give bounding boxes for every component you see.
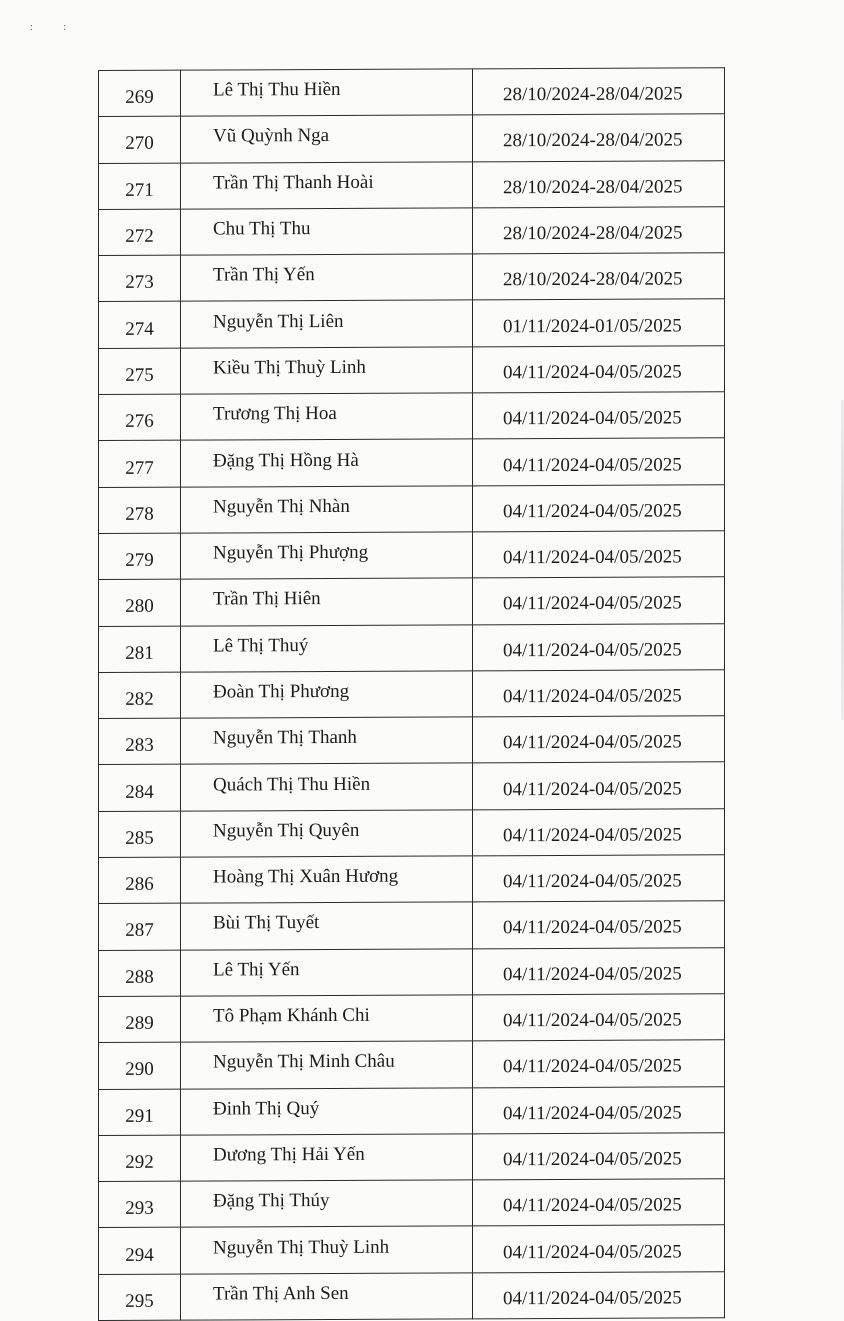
table-row bbox=[99, 484, 725, 533]
date-range: 04/11/2024-04/05/2025 bbox=[473, 1133, 725, 1180]
table-row bbox=[99, 1086, 725, 1135]
table-row bbox=[99, 762, 725, 811]
row-number: 274 bbox=[99, 302, 181, 349]
date-range: 04/11/2024-04/05/2025 bbox=[473, 438, 725, 485]
page-edge-marks: : : bbox=[30, 22, 81, 33]
person-name: Đoàn Thị Phương bbox=[181, 671, 473, 719]
person-name: Vũ Quỳnh Nga bbox=[181, 115, 473, 163]
row-number: 293 bbox=[99, 1181, 181, 1228]
person-name: Trần Thị Thanh Hoài bbox=[181, 161, 473, 209]
table-row bbox=[99, 947, 725, 996]
table-row bbox=[99, 670, 725, 719]
row-number: 282 bbox=[99, 672, 181, 719]
date-range: 04/11/2024-04/05/2025 bbox=[473, 670, 725, 717]
person-name: Đặng Thị Hồng Hà bbox=[181, 439, 473, 487]
table-row bbox=[99, 716, 725, 765]
row-number: 283 bbox=[99, 718, 181, 765]
person-name: Nguyễn Thị Nhàn bbox=[181, 486, 473, 534]
roster-table-body bbox=[99, 68, 725, 1321]
person-name: Lê Thị Thu Hiền bbox=[181, 69, 473, 117]
row-number: 269 bbox=[99, 70, 181, 117]
date-range: 28/10/2024-28/04/2025 bbox=[473, 160, 725, 207]
person-name: Lê Thị Yến bbox=[181, 949, 473, 997]
row-number: 284 bbox=[99, 765, 181, 812]
table-row bbox=[99, 253, 725, 302]
row-number: 289 bbox=[99, 996, 181, 1043]
table-row bbox=[99, 1225, 725, 1274]
date-range: 01/11/2024-01/05/2025 bbox=[473, 299, 725, 346]
row-number: 287 bbox=[99, 903, 181, 950]
row-number: 281 bbox=[99, 626, 181, 673]
table-row bbox=[99, 1179, 725, 1228]
row-number: 278 bbox=[99, 487, 181, 534]
person-name: Nguyễn Thị Minh Châu bbox=[181, 1041, 473, 1089]
row-number: 288 bbox=[99, 950, 181, 997]
date-range: 04/11/2024-04/05/2025 bbox=[473, 947, 725, 994]
date-range: 04/11/2024-04/05/2025 bbox=[473, 577, 725, 624]
person-name: Bùi Thị Tuyết bbox=[181, 902, 473, 950]
row-number: 295 bbox=[99, 1274, 181, 1321]
date-range: 04/11/2024-04/05/2025 bbox=[473, 762, 725, 809]
date-range: 04/11/2024-04/05/2025 bbox=[473, 623, 725, 670]
date-range: 04/11/2024-04/05/2025 bbox=[473, 1040, 725, 1087]
table-row bbox=[99, 160, 725, 209]
table-row bbox=[99, 299, 725, 348]
table-row bbox=[99, 346, 725, 395]
person-name: Nguyễn Thị Quyên bbox=[181, 810, 473, 858]
person-name: Tô Phạm Khánh Chi bbox=[181, 995, 473, 1043]
date-range: 28/10/2024-28/04/2025 bbox=[473, 68, 725, 115]
row-number: 279 bbox=[99, 533, 181, 580]
date-range: 04/11/2024-04/05/2025 bbox=[473, 855, 725, 902]
row-number: 291 bbox=[99, 1089, 181, 1136]
table-row bbox=[99, 1133, 725, 1182]
person-name: Hoàng Thị Xuân Hương bbox=[181, 856, 473, 904]
row-number: 280 bbox=[99, 579, 181, 626]
row-number: 285 bbox=[99, 811, 181, 858]
row-number: 275 bbox=[99, 348, 181, 395]
date-range: 28/10/2024-28/04/2025 bbox=[473, 253, 725, 300]
date-range: 04/11/2024-04/05/2025 bbox=[473, 484, 725, 531]
date-range: 04/11/2024-04/05/2025 bbox=[473, 809, 725, 856]
date-range: 04/11/2024-04/05/2025 bbox=[473, 1271, 725, 1318]
date-range: 04/11/2024-04/05/2025 bbox=[473, 531, 725, 578]
person-name: Trần Thị Anh Sen bbox=[181, 1273, 473, 1321]
date-range: 04/11/2024-04/05/2025 bbox=[473, 1225, 725, 1272]
table-row bbox=[99, 994, 725, 1043]
table-row bbox=[99, 577, 725, 626]
table-row bbox=[99, 623, 725, 672]
date-range: 28/10/2024-28/04/2025 bbox=[473, 207, 725, 254]
date-range: 04/11/2024-04/05/2025 bbox=[473, 392, 725, 439]
row-number: 294 bbox=[99, 1228, 181, 1275]
table-row bbox=[99, 531, 725, 580]
table-row bbox=[99, 392, 725, 441]
table-row bbox=[99, 207, 725, 256]
row-number: 273 bbox=[99, 255, 181, 302]
row-number: 292 bbox=[99, 1135, 181, 1182]
date-range: 04/11/2024-04/05/2025 bbox=[473, 1179, 725, 1226]
table-row bbox=[99, 1040, 725, 1089]
roster-table bbox=[98, 67, 725, 1321]
table-row bbox=[99, 855, 725, 904]
row-number: 286 bbox=[99, 857, 181, 904]
date-range: 04/11/2024-04/05/2025 bbox=[473, 994, 725, 1041]
row-number: 290 bbox=[99, 1042, 181, 1089]
person-name: Chu Thị Thu bbox=[181, 208, 473, 256]
person-name: Đặng Thị Thúy bbox=[181, 1180, 473, 1228]
table-row bbox=[99, 809, 725, 858]
person-name: Trần Thị Hiên bbox=[181, 578, 473, 626]
date-range: 28/10/2024-28/04/2025 bbox=[473, 114, 725, 161]
table-row bbox=[99, 68, 725, 117]
person-name: Nguyễn Thị Liên bbox=[181, 300, 473, 348]
row-number: 271 bbox=[99, 163, 181, 210]
row-number: 276 bbox=[99, 394, 181, 441]
date-range: 04/11/2024-04/05/2025 bbox=[473, 901, 725, 948]
document-table-container bbox=[98, 67, 724, 1321]
table-row bbox=[99, 1271, 725, 1320]
table-row bbox=[99, 901, 725, 950]
person-name: Kiều Thị Thuỳ Linh bbox=[181, 347, 473, 395]
row-number: 277 bbox=[99, 441, 181, 488]
row-number: 270 bbox=[99, 116, 181, 163]
person-name: Nguyễn Thị Thuỳ Linh bbox=[181, 1226, 473, 1274]
table-row bbox=[99, 114, 725, 163]
person-name: Quách Thị Thu Hiền bbox=[181, 763, 473, 811]
row-number: 272 bbox=[99, 209, 181, 256]
table-row bbox=[99, 438, 725, 487]
person-name: Đinh Thị Quý bbox=[181, 1087, 473, 1135]
person-name: Nguyễn Thị Thanh bbox=[181, 717, 473, 765]
person-name: Trần Thị Yến bbox=[181, 254, 473, 302]
date-range: 04/11/2024-04/05/2025 bbox=[473, 716, 725, 763]
person-name: Trương Thị Hoa bbox=[181, 393, 473, 441]
date-range: 04/11/2024-04/05/2025 bbox=[473, 346, 725, 393]
person-name: Dương Thị Hải Yến bbox=[181, 1134, 473, 1182]
person-name: Lê Thị Thuý bbox=[181, 624, 473, 672]
person-name: Nguyễn Thị Phượng bbox=[181, 532, 473, 580]
date-range: 04/11/2024-04/05/2025 bbox=[473, 1086, 725, 1133]
